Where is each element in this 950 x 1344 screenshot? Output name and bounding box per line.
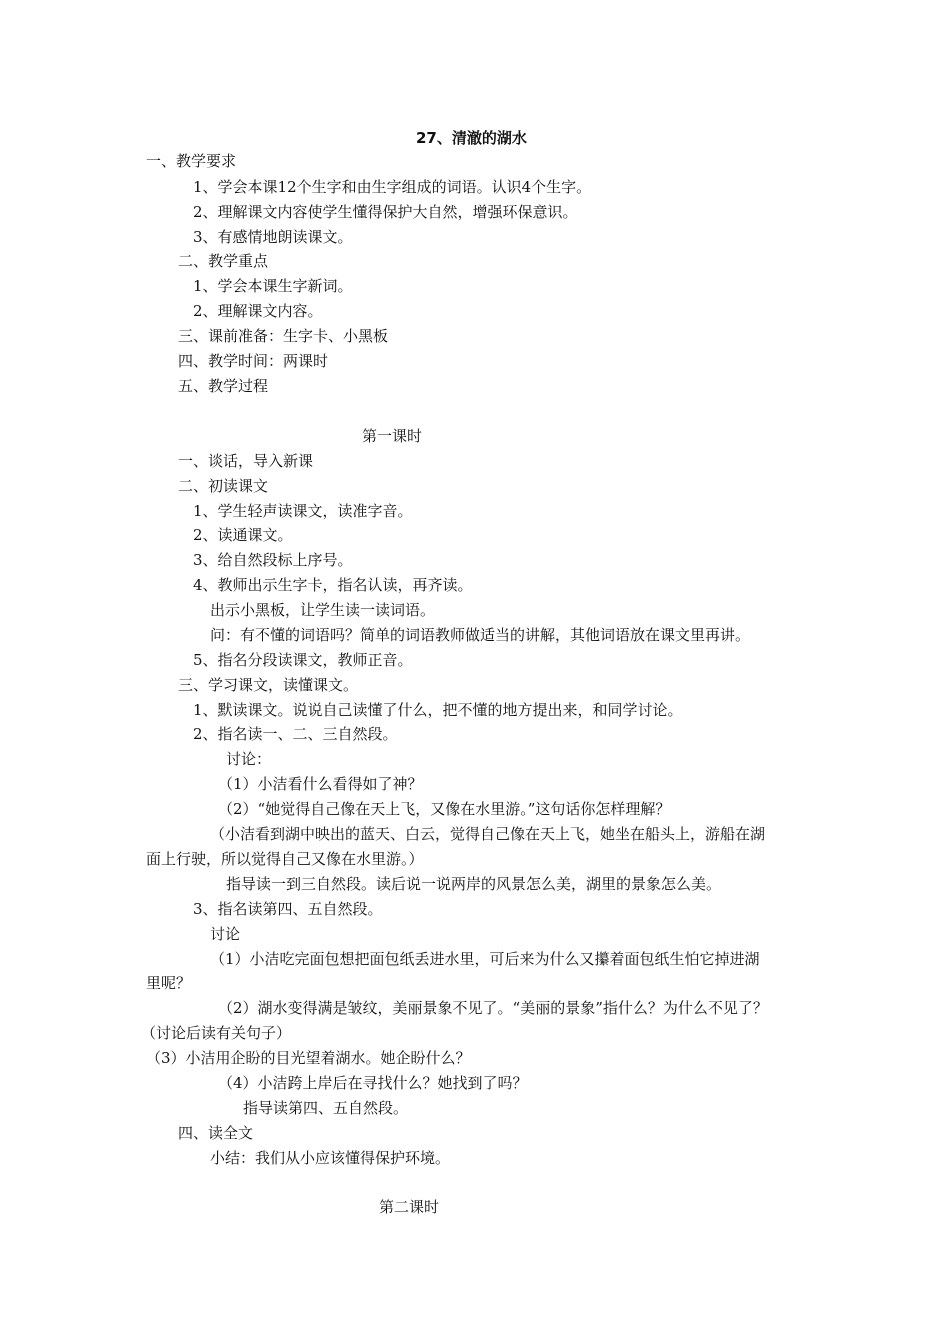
section-heading: 二、初读课文 — [178, 477, 269, 495]
document-title: 27、清澈的湖水 — [416, 129, 527, 147]
section-heading: 二、教学重点 — [178, 252, 269, 270]
list-item: 1、默读课文。说说自己读懂了什么，把不懂的地方提出来，和同学讨论。 — [193, 701, 683, 719]
paragraph: （小洁看到湖中映出的蓝天、白云，觉得自己像在天上飞，她坐在船头上，游船在湖 — [210, 825, 766, 843]
question-item: （1）小洁吃完面包想把面包纸丢进水里，可后来为什么又攥着面包纸生怕它掉进湖 — [210, 950, 760, 968]
list-item: 3、指名读第四、五自然段。 — [193, 900, 383, 918]
list-item: 5、指名分段读课文，教师正音。 — [193, 651, 413, 669]
question-item: （2）“她觉得自己像在天上飞，又像在水里游。”这句话你怎样理解？ — [218, 800, 671, 818]
list-item: 2、读通课文。 — [193, 526, 293, 544]
paragraph: 讨论： — [226, 750, 272, 768]
section-heading: 一、谈话，导入新课 — [178, 452, 314, 470]
question-item: （3）小洁用企盼的目光望着湖水。她企盼什么？ — [146, 1049, 471, 1067]
section-heading: 四、教学时间：两课时 — [178, 352, 329, 370]
list-item: 3、有感情地朗读课文。 — [193, 228, 353, 246]
question-item: （4）小洁跨上岸后在寻找什么？她找到了吗？ — [218, 1074, 528, 1092]
section-heading: 四、读全文 — [178, 1124, 254, 1142]
lesson-heading: 第二课时 — [379, 1198, 440, 1216]
list-item: 3、给自然段标上序号。 — [193, 551, 353, 569]
paragraph: 里呢？ — [146, 974, 192, 992]
paragraph: 小结：我们从小应该懂得保护环境。 — [210, 1149, 451, 1167]
paragraph: 指导读第四、五自然段。 — [243, 1099, 409, 1117]
paragraph: 问：有不懂的词语吗？简单的词语教师做适当的讲解，其他词语放在课文里再讲。 — [210, 626, 751, 644]
list-item: 4、教师出示生字卡，指名认读，再齐读。 — [193, 576, 473, 594]
section-heading: 五、教学过程 — [178, 377, 269, 395]
lesson-heading: 第一课时 — [362, 427, 423, 445]
section-heading: 三、学习课文，读懂课文。 — [178, 676, 359, 694]
list-item: 2、指名读一、二、三自然段。 — [193, 725, 398, 743]
paragraph: 讨论 — [210, 925, 241, 943]
question-item: （2）湖水变得满是皱纹，美丽景象不见了。“美丽的景象”指什么？为什么不见了？ — [218, 999, 768, 1017]
section-heading: 一、教学要求 — [146, 152, 237, 170]
list-item: 1、学会本课生字新词。 — [193, 277, 353, 295]
paragraph: 指导读一到三自然段。读后说一说两岸的风景怎么美，湖里的景象怎么美。 — [226, 875, 722, 893]
list-item: 1、学生轻声读课文，读准字音。 — [193, 502, 413, 520]
list-item: 2、理解课文内容使学生懂得保护大自然，增强环保意识。 — [193, 203, 578, 221]
section-heading: 三、课前准备：生字卡、小黑板 — [178, 327, 389, 345]
paragraph: 面上行驶，所以觉得自己又像在水里游。） — [146, 850, 424, 868]
list-item: 1、学会本课12个生字和由生字组成的词语。认识4个生字。 — [193, 178, 592, 196]
list-item: 2、理解课文内容。 — [193, 302, 323, 320]
paragraph: （讨论后读有关句子） — [141, 1024, 292, 1042]
question-item: （1）小洁看什么看得如了神？ — [218, 775, 423, 793]
paragraph: 出示小黑板，让学生读一读词语。 — [210, 601, 436, 619]
